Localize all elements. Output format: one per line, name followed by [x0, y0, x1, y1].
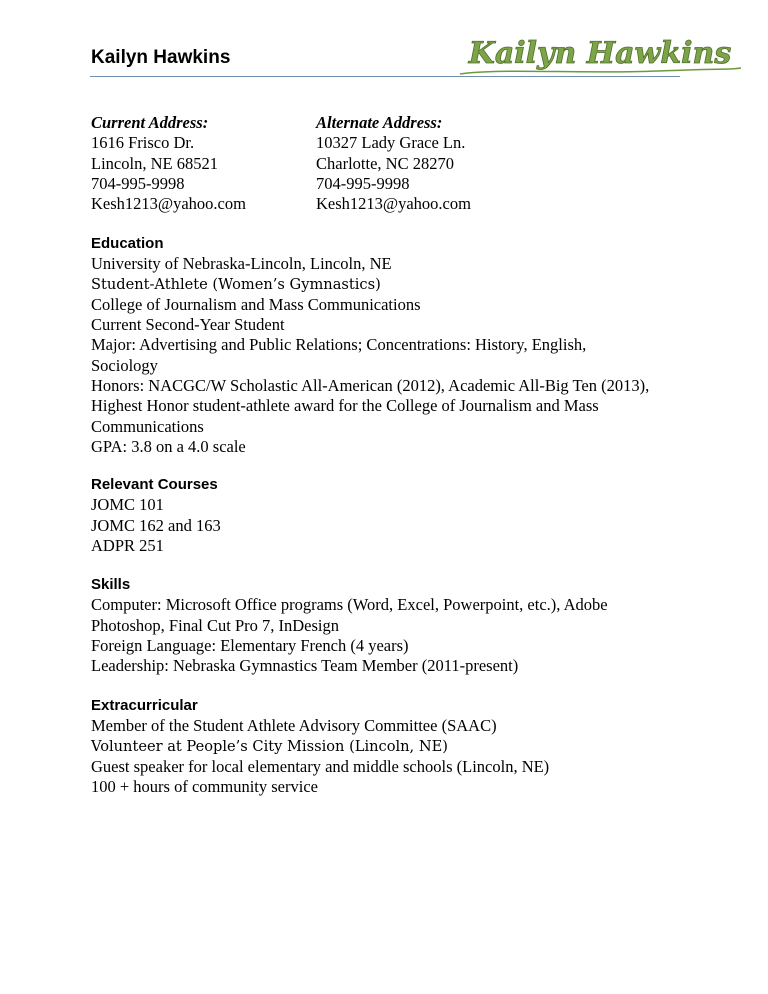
education-line: Student-Athlete (Women’s Gymnastics)	[91, 275, 381, 293]
skills-computer: Computer: Microsoft Office programs (Word, Excel, Powerpoint, etc.), Adobe Photoshop, Final Cut Pro 7, InDesign	[91, 595, 608, 635]
current-address-line: 1616 Frisco Dr.	[91, 133, 195, 153]
extracurricular-section	[91, 696, 651, 797]
skills-leadership: Leadership: Nebraska Gymnastics Team Member (2011-present)	[91, 656, 519, 676]
extracurricular-item: 100 + hours of community service	[91, 777, 318, 797]
name-logo	[458, 30, 743, 80]
current-address	[91, 113, 246, 214]
education-line: College of Journalism and Mass Communications	[91, 294, 421, 314]
course-item: JOMC 162 and 163	[91, 515, 221, 535]
skills-heading: Skills	[91, 576, 131, 593]
logo-text: Kailyn Hawkins	[468, 36, 732, 71]
education-gpa: GPA: 3.8 on a 4.0 scale	[91, 436, 246, 456]
alternate-address-title: Alternate Address:	[316, 113, 443, 132]
courses-heading: Relevant Courses	[91, 476, 218, 493]
header-name: Kailyn Hawkins	[91, 47, 231, 68]
courses-section	[91, 475, 651, 556]
education-honors: Honors: NACGC/W Scholastic All-American (2012), Academic All-Big Ten (2013), Highest Honor student-athlete award for the College of Journalism and Mass Communications	[91, 376, 650, 436]
education-section	[91, 234, 651, 457]
course-item: JOMC 101	[91, 495, 164, 515]
course-item: ADPR 251	[91, 535, 164, 555]
alternate-address-line: Charlotte, NC 28270	[316, 153, 454, 173]
current-address-title: Current Address:	[91, 113, 209, 132]
extracurricular-item: Volunteer at People’s City Mission (Lincoln, NE)	[91, 737, 448, 755]
education-line: University of Nebraska-Lincoln, Lincoln, NE	[91, 254, 392, 274]
current-address-email: Kesh1213@yahoo.com	[91, 194, 246, 214]
education-line: Current Second-Year Student	[91, 315, 285, 335]
extracurricular-heading: Extracurricular	[91, 697, 198, 714]
extracurricular-item: Member of the Student Athlete Advisory Committee (SAAC)	[91, 716, 497, 736]
skills-language: Foreign Language: Elementary French (4 years)	[91, 635, 409, 655]
skills-section	[91, 575, 651, 676]
education-heading: Education	[91, 235, 164, 252]
current-address-line: Lincoln, NE 68521	[91, 153, 218, 173]
alternate-address-phone: 704-995-9998	[316, 173, 410, 193]
education-major: Major: Advertising and Public Relations; Concentrations: History, English, Sociology	[91, 335, 587, 375]
extracurricular-item: Guest speaker for local elementary and middle schools (Lincoln, NE)	[91, 756, 550, 776]
alternate-address-line: 10327 Lady Grace Ln.	[316, 133, 466, 153]
alternate-address-email: Kesh1213@yahoo.com	[316, 194, 471, 214]
current-address-phone: 704-995-9998	[91, 173, 185, 193]
alternate-address	[316, 113, 471, 214]
